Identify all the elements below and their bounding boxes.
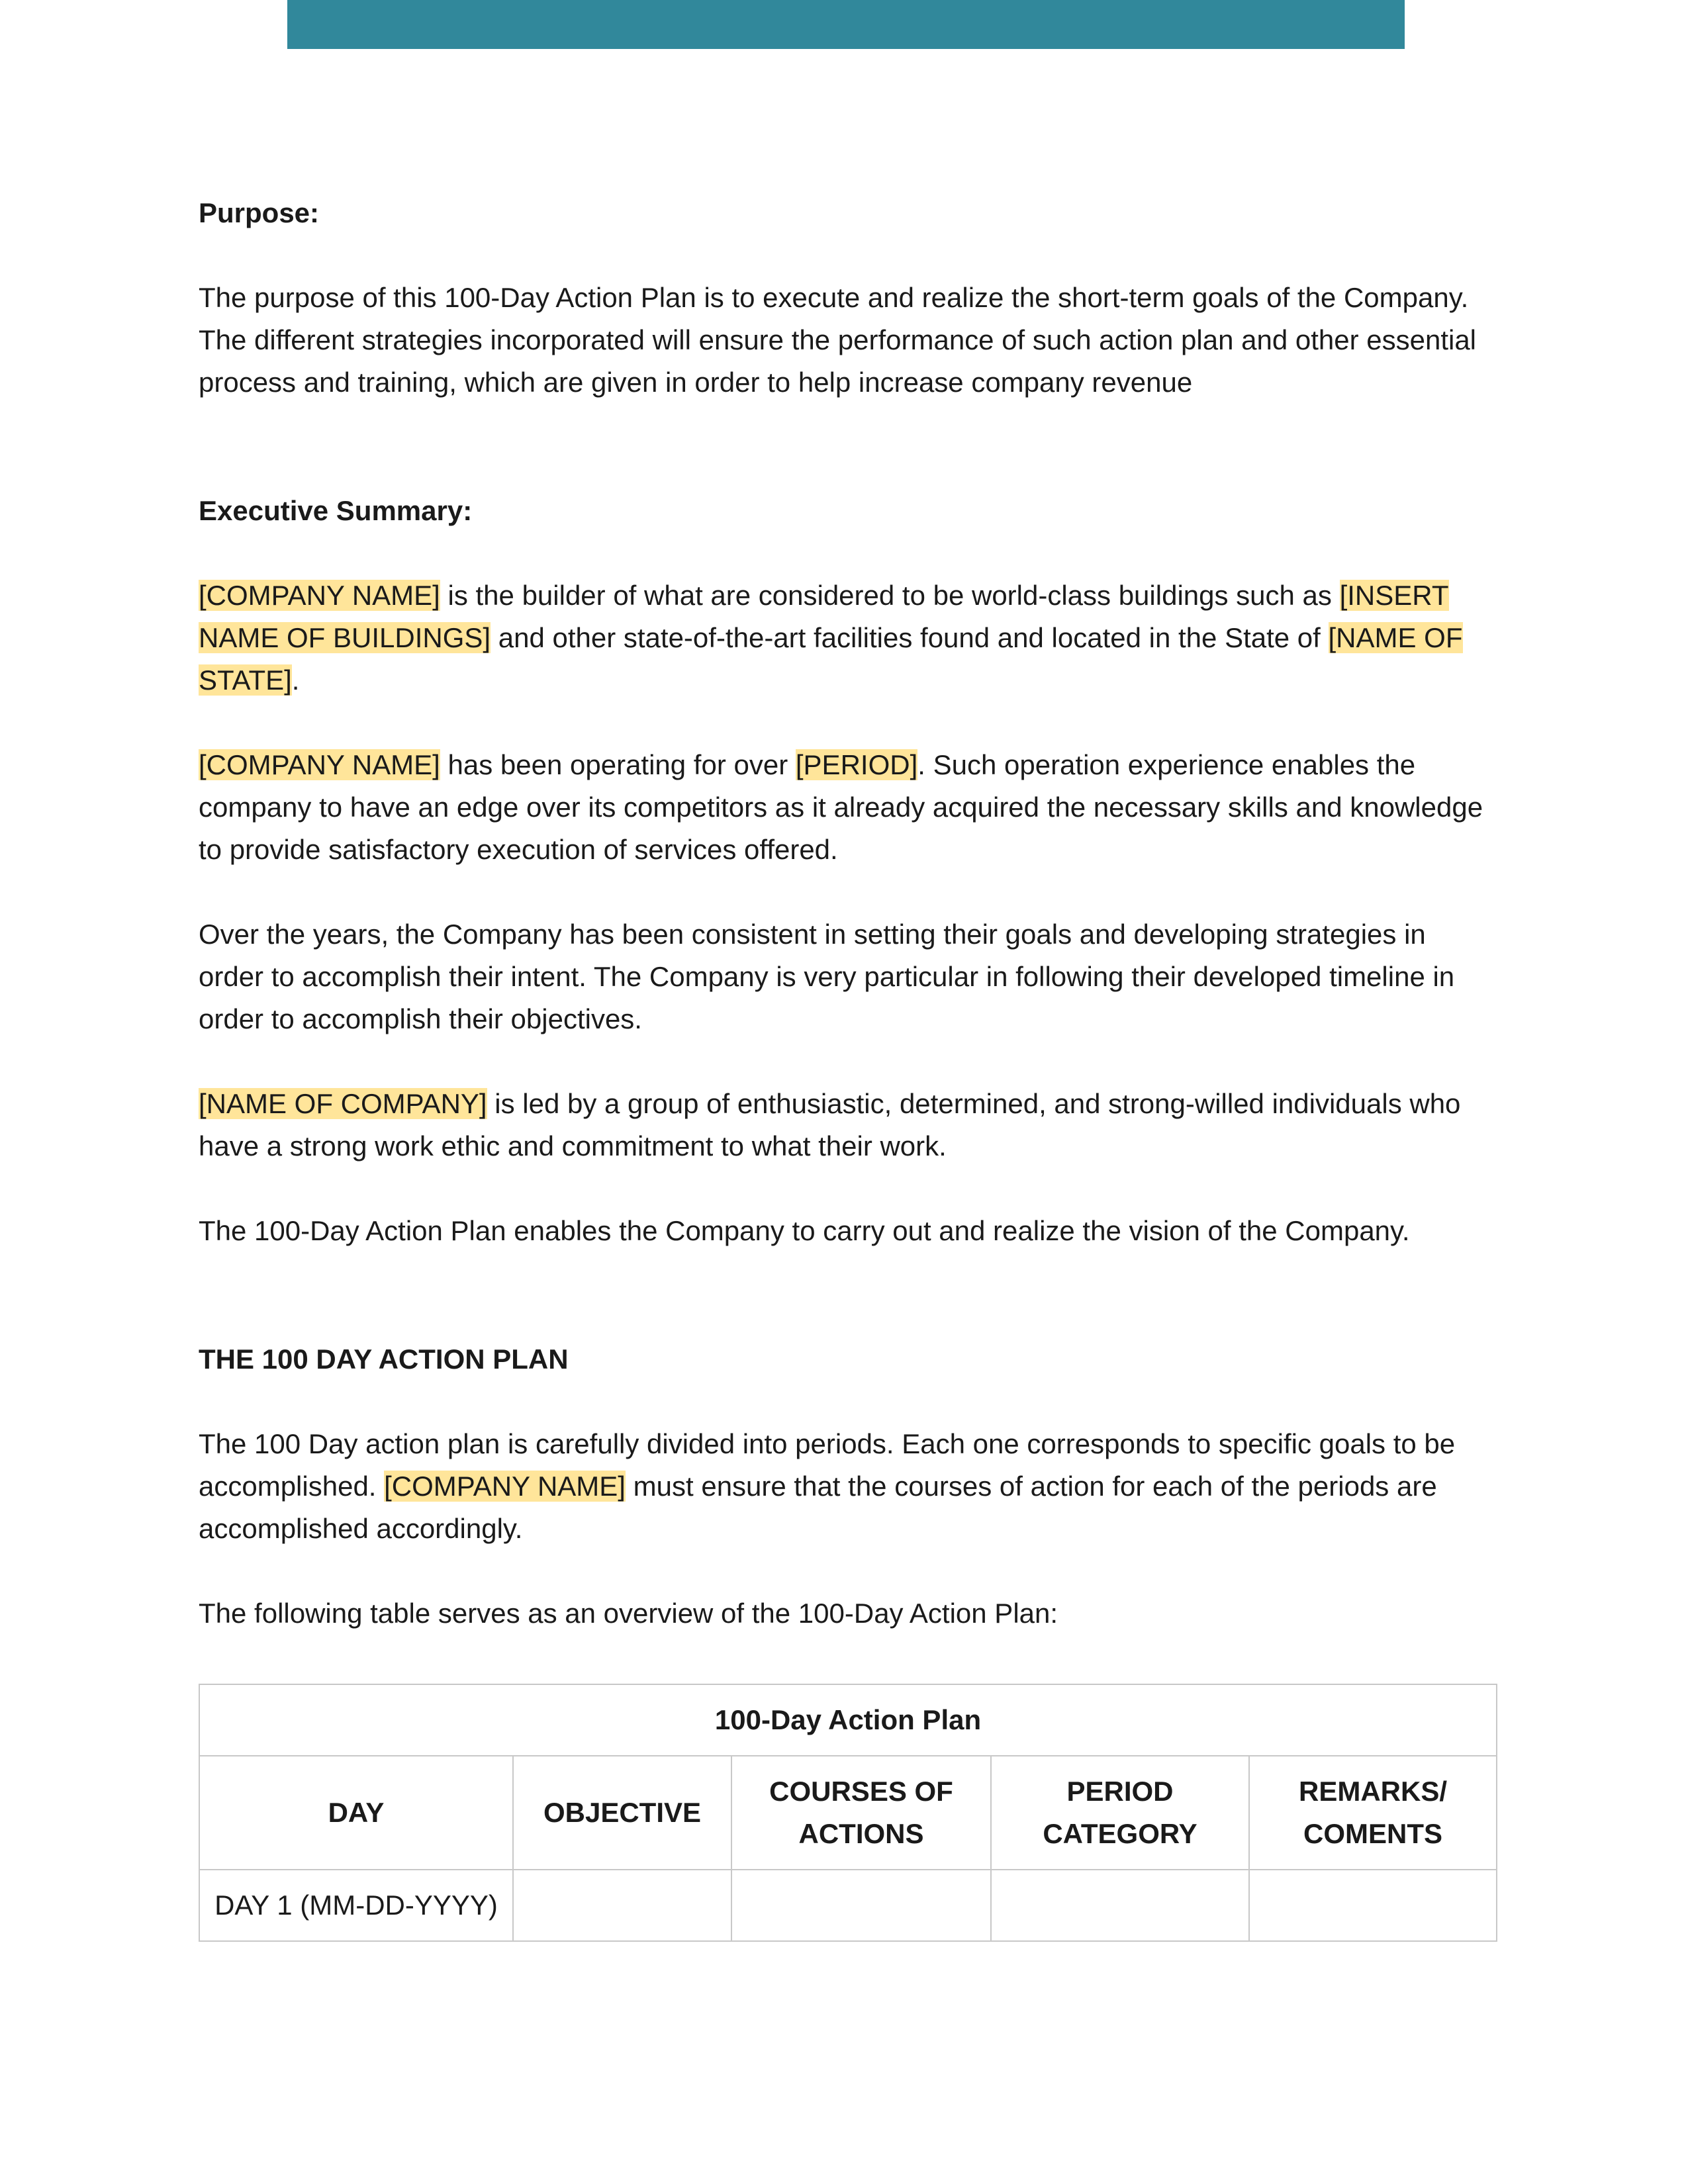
- table-title: 100-Day Action Plan: [199, 1684, 1497, 1756]
- header-line: PERIOD: [1066, 1776, 1174, 1807]
- header-line: CATEGORY: [1043, 1818, 1197, 1849]
- placeholder-company-name: [NAME OF COMPANY]: [199, 1088, 487, 1119]
- text-span: .: [291, 664, 300, 696]
- purpose-text: The purpose of this 100-Day Action Plan is to execute and realize the short-term goals of the Company. The different strategies incorporated will ensure the performance of such action plan and other essential process and training, which are given in order to help increase company revenue: [199, 282, 1477, 398]
- cell-remarks: [1249, 1870, 1497, 1941]
- executive-summary-paragraph-2: [199, 744, 1496, 871]
- header-day: DAY: [199, 1756, 513, 1870]
- header-line: ACTIONS: [798, 1818, 924, 1849]
- action-plan-paragraph-1: [199, 1423, 1496, 1550]
- header-color-bar: [287, 0, 1405, 49]
- text-span: The 100 Day action plan is carefully divided into periods. Each one corresponds to specific goals to be accomplished.: [199, 1428, 1456, 1502]
- table-row: [199, 1870, 1497, 1941]
- cell-courses: [731, 1870, 991, 1941]
- header-remarks-comments: [1249, 1756, 1497, 1870]
- header-period-category: [991, 1756, 1249, 1870]
- text-span: has been operating for over: [440, 749, 796, 780]
- placeholder-period: [PERIOD]: [795, 749, 918, 780]
- placeholder-company-name: [COMPANY NAME]: [199, 580, 440, 611]
- header-line: COURSES OF: [769, 1776, 953, 1807]
- action-plan-heading: THE 100 DAY ACTION PLAN: [199, 1343, 569, 1375]
- text-span: and other state-of-the-art facilities found and located in the State of: [491, 622, 1329, 653]
- document-body: [199, 192, 1496, 1942]
- placeholder-building-names: [INSERT NAME OF BUILDINGS]: [199, 580, 1449, 653]
- executive-summary-heading: Executive Summary:: [199, 495, 473, 526]
- text-span: . Such operation experience enables the company to have an edge over its competitors as it already acquired the necessary skills and knowledge to provide satisfactory execution of services offered.: [199, 749, 1483, 865]
- header-courses-of-actions: [731, 1756, 991, 1870]
- action-plan-paragraph-2: The following table serves as an overview of the 100-Day Action Plan:: [199, 1598, 1058, 1629]
- purpose-heading: Purpose:: [199, 197, 320, 228]
- action-plan-table: [199, 1684, 1497, 1942]
- header-objective: OBJECTIVE: [513, 1756, 731, 1870]
- cell-day: DAY 1 (MM-DD-YYYY): [199, 1870, 513, 1941]
- placeholder-company-name: [COMPANY NAME]: [384, 1471, 626, 1502]
- text-span: must ensure that the courses of action for each of the periods are accomplished accordingly.: [199, 1471, 1437, 1544]
- cell-objective: [513, 1870, 731, 1941]
- text-span: is the builder of what are considered to be world-class buildings such as: [440, 580, 1340, 611]
- executive-summary-paragraph-3: Over the years, the Company has been consistent in setting their goals and developing strategies in order to accomplish their intent. The Company is very particular in following their developed timeline in order to accomplish their objectives.: [199, 919, 1455, 1034]
- executive-summary-paragraph-4: [199, 1083, 1496, 1167]
- header-line: COMENTS: [1303, 1818, 1443, 1849]
- executive-summary-paragraph-1: [199, 574, 1496, 702]
- text-span: is led by a group of enthusiastic, determined, and strong-willed individuals who have a strong work ethic and commitment to what their work.: [199, 1088, 1461, 1161]
- cell-period: [991, 1870, 1249, 1941]
- header-line: REMARKS/: [1299, 1776, 1448, 1807]
- placeholder-company-name: [COMPANY NAME]: [199, 749, 440, 780]
- placeholder-state-name: [NAME OF STATE]: [199, 622, 1463, 696]
- executive-summary-paragraph-5: The 100-Day Action Plan enables the Company to carry out and realize the vision of the Company.: [199, 1215, 1410, 1246]
